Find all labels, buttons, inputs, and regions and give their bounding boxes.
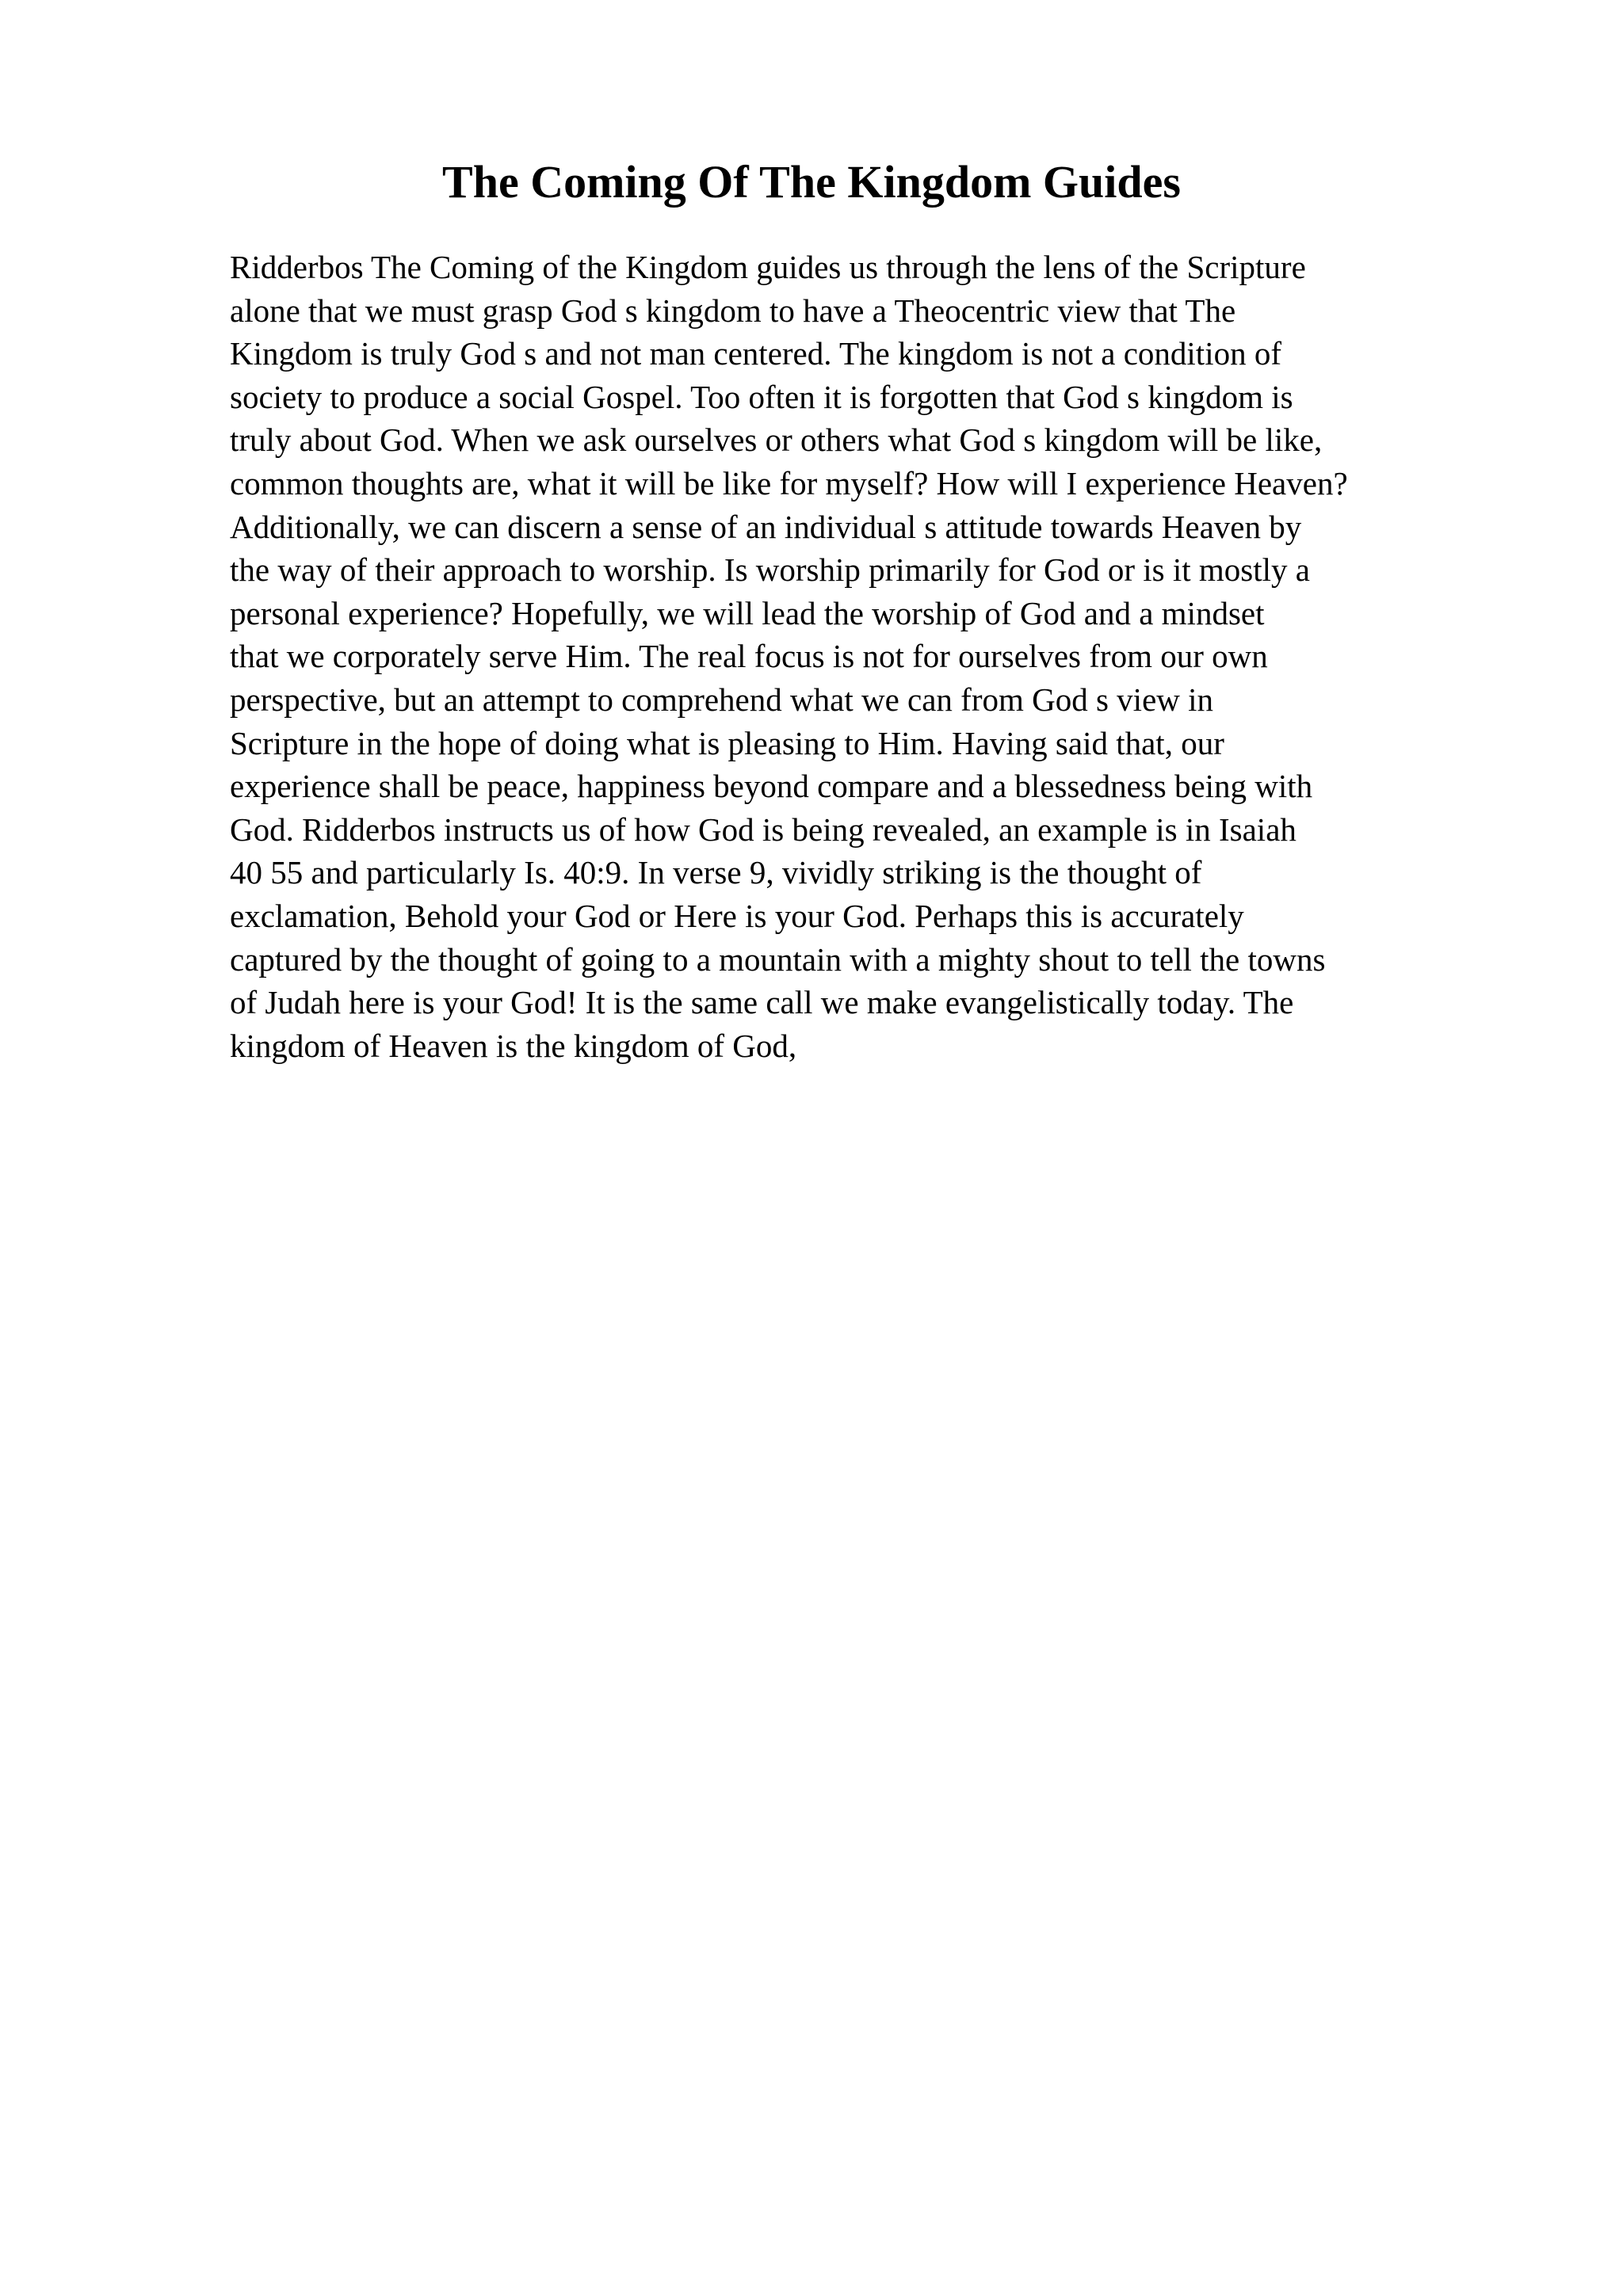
- body-line: perspective, but an attempt to comprehend what we can from God s view in: [230, 681, 1214, 718]
- document-body: [230, 246, 1514, 1067]
- body-line: of Judah here is your God! It is the same call we make evangelistically today. The: [230, 984, 1294, 1021]
- body-line: kingdom of Heaven is the kingdom of God,: [230, 1027, 797, 1064]
- document-title: The Coming Of The Kingdom Guides: [442, 156, 1181, 208]
- body-line: Additionally, we can discern a sense of an individual s attitude towards Heaven by: [230, 508, 1302, 545]
- body-line: God. Ridderbos instructs us of how God is being revealed, an example is in Isaiah: [230, 810, 1296, 848]
- body-line: society to produce a social Gospel. Too often it is forgotten that God s kingdom is: [230, 378, 1293, 415]
- body-line: common thoughts are, what it will be like for myself? How will I experience Heaven?: [230, 464, 1348, 502]
- body-line: truly about God. When we ask ourselves or others what God s kingdom will be like,: [230, 421, 1323, 459]
- body-line: exclamation, Behold your God or Here is your God. Perhaps this is accurately: [230, 897, 1244, 934]
- body-line: Ridderbos The Coming of the Kingdom guides us through the lens of the Scripture: [230, 249, 1306, 285]
- body-line: 40 55 and particularly Is. 40:9. In verse 9, vividly striking is the thought of: [230, 854, 1202, 891]
- body-line: captured by the thought of going to a mountain with a mighty shout to tell the towns: [230, 940, 1326, 978]
- body-line: Kingdom is truly God s and not man centered. The kingdom is not a condition of: [230, 335, 1281, 372]
- body-line: the way of their approach to worship. Is worship primarily for God or is it mostly a: [230, 551, 1310, 589]
- body-line: experience shall be peace, happiness beyond compare and a blessedness being with: [230, 768, 1313, 805]
- body-line: personal experience? Hopefully, we will lead the worship of God and a mindset: [230, 594, 1265, 631]
- body-line: that we corporately serve Him. The real focus is not for ourselves from our own: [230, 638, 1268, 675]
- body-line: alone that we must grasp God s kingdom to have a Theocentric view that The: [230, 292, 1236, 329]
- body-line: Scripture in the hope of doing what is pleasing to Him. Having said that, our: [230, 724, 1224, 761]
